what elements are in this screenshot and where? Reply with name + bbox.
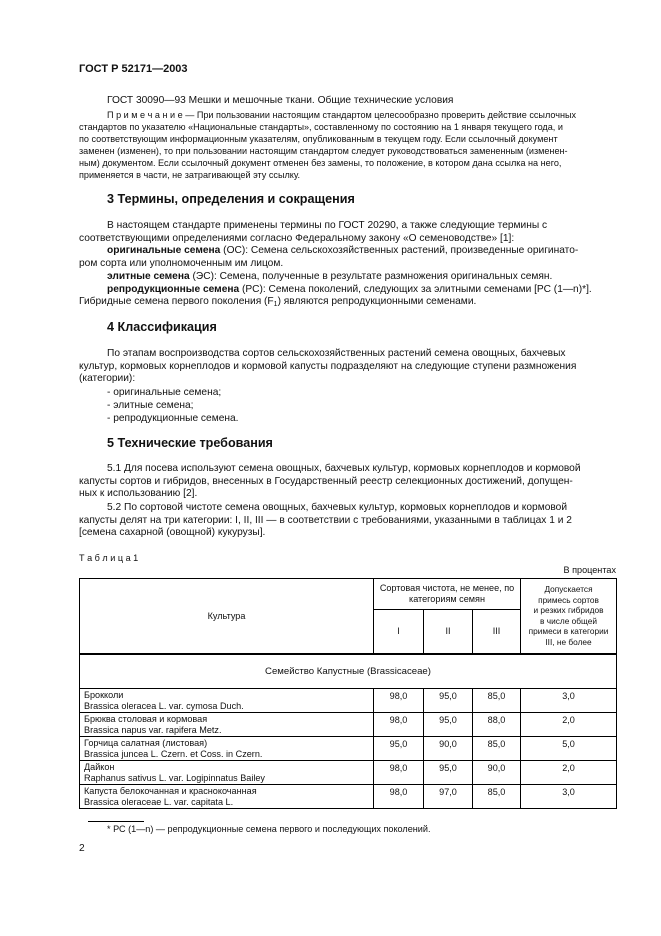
category-list bbox=[107, 387, 239, 425]
header-culture: Культура bbox=[80, 579, 374, 654]
table-caption: Т а б л и ц а 1 bbox=[79, 553, 139, 563]
table-units: В процентах bbox=[563, 565, 616, 575]
document-header: ГОСТ Р 52171—2003 bbox=[79, 63, 188, 75]
table-row: Дайкон Raphanus sativus L. var. Logipinnatus Bailey 98,0 95,0 90,0 2,0 bbox=[80, 761, 617, 785]
section-4-title: 4 Классификация bbox=[107, 320, 217, 334]
header-admixture: Допускается примесь сортов и резких гибридов в числе общей примеси в категории III, не более bbox=[521, 579, 617, 654]
paragraph-5-1: 5.1 Для посева используют семена овощных, бахчевых культур, кормовых корнеплодов и кормовой капусты сортов и гибридов, внесенных в Государственный реестр селекционных достижений, допущен- ных к использованию [2]. bbox=[79, 463, 581, 500]
header-category-3: III bbox=[473, 610, 521, 654]
table-row: Капуста белокочанная и краснокочанная Brassica oleraceae L. var. capitata L. 98,0 97,0 85,0 3,0 bbox=[80, 785, 617, 809]
header-purity: Сортовая чистота, не менее, по категориям семян bbox=[374, 579, 521, 610]
note-block bbox=[79, 110, 616, 181]
seed-purity-table bbox=[79, 578, 617, 809]
note-line: П р и м е ч а н и е — При пользовании настоящим стандартом целесообразно проверить действие ссылочных bbox=[107, 110, 577, 120]
note-line: стандартов по указателю «Национальные стандарты», составленному по состоянию на 1 января текущего года, и bbox=[79, 121, 563, 132]
section-5-title: 5 Технические требования bbox=[107, 436, 273, 450]
header-category-2: II bbox=[424, 610, 473, 654]
list-item: - репродукционные семена. bbox=[107, 412, 239, 424]
note-line: заменен (изменен), то при пользовании настоящим стандартом следует руководствоваться замененным (изменен- bbox=[79, 145, 568, 156]
section-3-body: В настоящем стандарте применены термины по ГОСТ 20290, а также следующие термины с соответствующими определениями согласно Федеральному закону «О семеноводстве» [1]: оригинальные семена (ОС): Семена сельскохозяйственных растений, произведенные оригинато- ром сорта или уполномоченным им лицом. элитные семена (ЭС): Семена, полученные в результате размножения оригинальных семян. репродукционные семена (РС): Семена поколений, следующих за элитными семенами [РС (1—n)*]. Гибридные семена первого поколения $(F_1)$ являются репродукционными семенами. bbox=[79, 220, 616, 312]
list-item: - элитные семена; bbox=[107, 399, 194, 411]
paragraph-5-2: 5.2 По сортовой чистоте семена овощных, бахчевых культур, кормовых корнеплодов и кормовой капусты делят на три категории: I, II, III — в соответствии с требованиями, указанными в таблицах 1 и 2 [семена сахарной (овощной) кукурузы]. bbox=[79, 502, 572, 539]
section-4-body: По этапам воспроизводства сортов сельскохозяйственных растений семена овощных, бахчевых культур, кормовых корнеплодов и кормовой капусты подразделяют на следующие ступени размножения (категории): bbox=[79, 348, 577, 385]
reference-line: ГОСТ 30090—93 Мешки и мешочные ткани. Общие технические условия bbox=[107, 95, 454, 106]
header-category-1: I bbox=[374, 610, 424, 654]
family-row: Семейство Капустные (Brassicaceae) bbox=[80, 654, 617, 689]
table-row: Брокколи Brassica oleracea L. var. cymosa Duch. 98,0 95,0 85,0 3,0 bbox=[80, 689, 617, 713]
section-3-title: 3 Термины, определения и сокращения bbox=[107, 192, 355, 206]
note-line: применяется в части, не затрагивающей эту ссылку. bbox=[79, 169, 301, 180]
note-label: П р и м е ч а н и е — bbox=[107, 110, 195, 120]
definition-elite: элитные семена (ЭС): Семена, полученные в результате размножения оригинальных семян. bbox=[107, 270, 553, 282]
footnote: * РС (1—n) — репродукционные семена первого и последующих поколений. bbox=[107, 824, 431, 834]
list-item: - оригинальные семена; bbox=[107, 387, 222, 398]
footnote-rule bbox=[88, 821, 144, 822]
table-row: Горчица салатная (листовая) Brassica juncea L. Czern. et Coss. in Czern. 95,0 90,0 85,0 5,0 bbox=[80, 737, 617, 761]
note-line: по соответствующим информационным указателям, опубликованным в текущем году. Если ссылочный документ bbox=[79, 133, 558, 144]
table-row: Брюква столовая и кормовая Brassica napus var. rapifera Metz. 98,0 95,0 88,0 2,0 bbox=[80, 713, 617, 737]
definition-reproductive: репродукционные семена (РС): Семена поколений, следующих за элитными семенами [РС (1—n)*]. bbox=[107, 283, 592, 295]
note-line: ным) документом. Если ссылочный документ отменен без замены, то положение, в котором дана ссылка на него, bbox=[79, 157, 562, 168]
page-number: 2 bbox=[79, 843, 85, 854]
definition-original: оригинальные семена (ОС): Семена сельскохозяйственных растений, произведенные оригинато- bbox=[107, 245, 579, 257]
